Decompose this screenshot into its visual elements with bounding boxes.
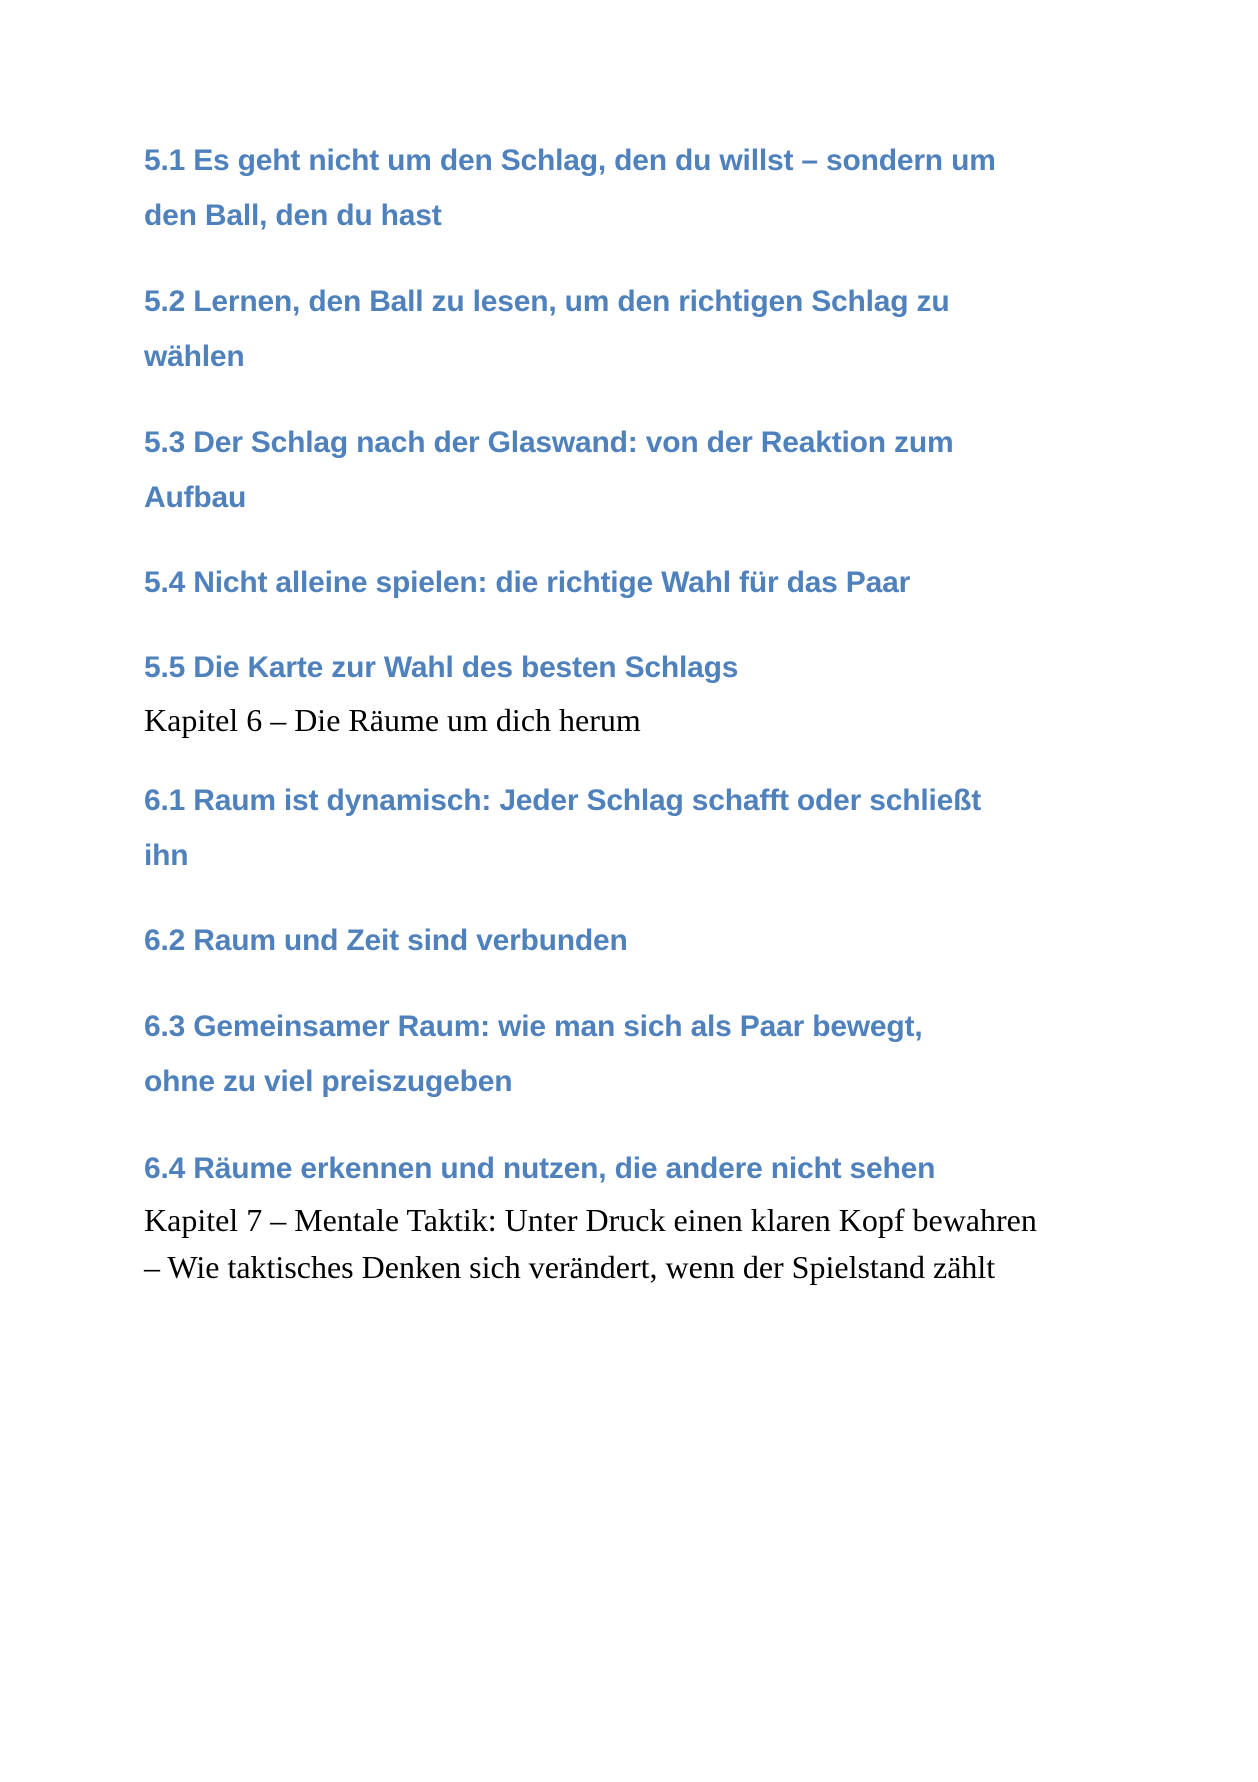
heading-line: 5.4 Nicht alleine spielen: die richtige Wahl für das Paar: [144, 566, 911, 599]
chapter-line: – Wie taktisches Denken sich verändert, wenn der Spielstand zählt: [144, 1249, 996, 1285]
heading-line: ohne zu viel preiszugeben: [144, 1065, 513, 1098]
heading-line: 5.5 Die Karte zur Wahl des besten Schlags: [144, 651, 739, 684]
heading-line: 5.2 Lernen, den Ball zu lesen, um den richtigen Schlag zu: [144, 285, 950, 318]
heading-line: 6.1 Raum ist dynamisch: Jeder Schlag schafft oder schließt: [144, 784, 981, 817]
heading-5-2: [144, 274, 1144, 384]
heading-line: Aufbau: [144, 481, 247, 514]
heading-6-2: [144, 913, 1144, 968]
chapter-7-title: [144, 1197, 1144, 1291]
heading-line: 5.1 Es geht nicht um den Schlag, den du willst – sondern um: [144, 144, 996, 177]
heading-6-1: [144, 773, 1144, 883]
heading-line: den Ball, den du hast: [144, 199, 442, 232]
heading-5-4: [144, 555, 1144, 610]
heading-line: ihn: [144, 839, 189, 872]
chapter-line: Kapitel 6 – Die Räume um dich herum: [144, 702, 641, 738]
heading-line: 5.3 Der Schlag nach der Glaswand: von der Reaktion zum: [144, 426, 954, 459]
heading-line: 6.2 Raum und Zeit sind verbunden: [144, 924, 628, 957]
heading-6-4: [144, 1141, 1144, 1196]
heading-5-5: [144, 640, 1144, 695]
heading-5-1: [144, 133, 1144, 243]
chapter-line: Kapitel 7 – Mentale Taktik: Unter Druck einen klaren Kopf bewahren: [144, 1202, 1037, 1238]
heading-5-3: [144, 415, 1144, 525]
heading-line: wählen: [144, 340, 245, 373]
heading-line: 6.4 Räume erkennen und nutzen, die andere nicht sehen: [144, 1152, 936, 1185]
chapter-6-title: [144, 697, 1144, 744]
heading-6-3: [144, 999, 1144, 1109]
heading-line: 6.3 Gemeinsamer Raum: wie man sich als Paar bewegt,: [144, 1010, 923, 1043]
